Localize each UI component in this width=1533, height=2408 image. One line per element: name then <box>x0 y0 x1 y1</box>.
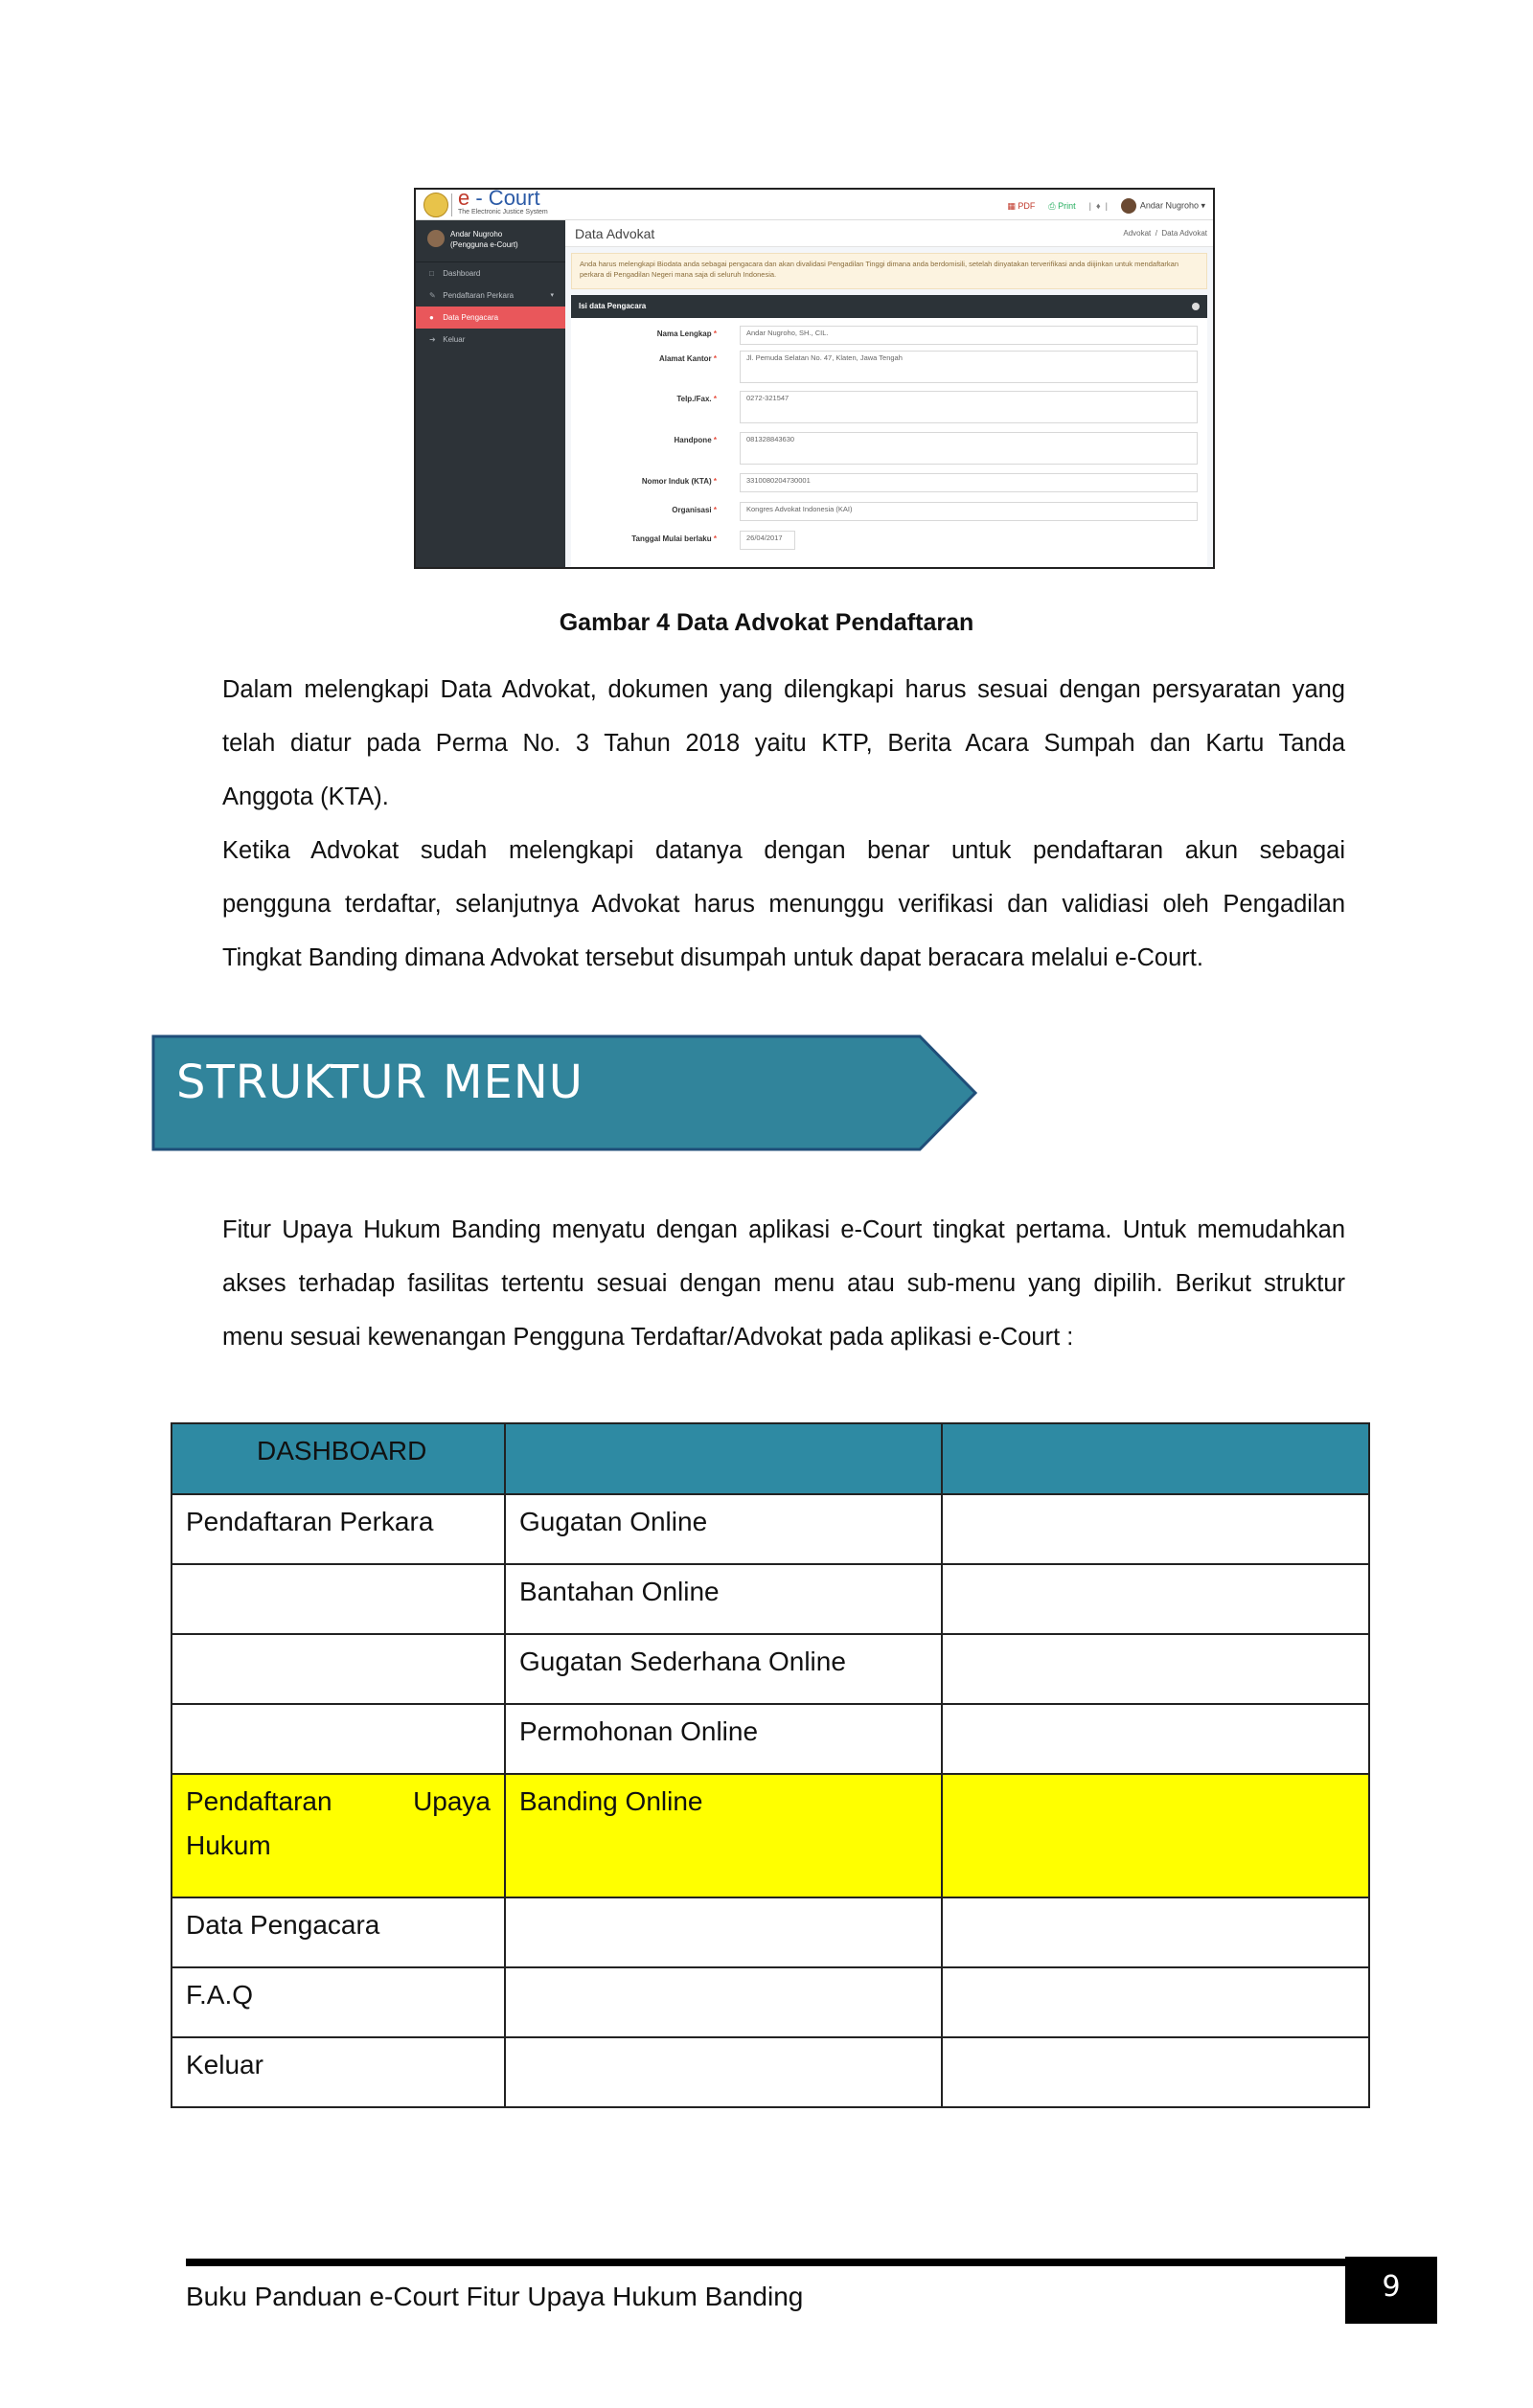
table-cell: Gugatan Online <box>505 1494 942 1564</box>
edit-icon: ✎ <box>429 291 436 300</box>
collapse-icon[interactable] <box>1192 303 1200 310</box>
top-links <box>1007 198 1205 214</box>
table-cell <box>505 1967 942 2037</box>
table-row <box>172 1704 1369 1774</box>
brand-separator <box>451 193 452 216</box>
pdf-label: PDF <box>1018 200 1036 211</box>
cell-word: Pendaftaran <box>186 1786 332 1816</box>
field-label-text: Nomor Induk (KTA) <box>641 477 712 486</box>
sidebar <box>416 220 565 567</box>
table-row <box>172 2037 1369 2107</box>
sidebar-item-dashboard[interactable] <box>416 262 565 284</box>
content-header <box>565 220 1213 247</box>
table-cell: Permohonan Online <box>505 1704 942 1774</box>
table-cell <box>942 2037 1369 2107</box>
bell-icon[interactable]: | ♦ | <box>1088 201 1108 211</box>
nama-lengkap-field[interactable]: Andar Nugroho, SH., CIL. <box>740 326 1198 345</box>
table-cell <box>942 1564 1369 1634</box>
sidebar-item-label: Pendaftaran Perkara <box>443 291 515 300</box>
tanggal-mulai-field[interactable]: 26/04/2017 <box>740 531 795 550</box>
table-cell <box>942 1897 1369 1967</box>
nomor-induk-field[interactable]: 3310080204730001 <box>740 473 1198 492</box>
header-text: DASHBOARD <box>257 1436 427 1465</box>
telp-fax-field[interactable]: 0272-321547 <box>740 391 1198 423</box>
cell-word: Hukum <box>186 1830 271 1860</box>
page-title: Data Advokat <box>575 226 655 241</box>
table-cell <box>942 1967 1369 2037</box>
info-alert: Anda harus melengkapi Biodata anda sebagai pengacara dan akan divalidasi Pengadilan Tinggi dimana anda berdomisili, setelah dinyatakan terverifikasi anda diijinkan untuk mendaftarkan perkara di Pengadilan Negeri mana saja di seluruh Indonesia. <box>571 253 1207 289</box>
breadcrumb: Advokat / Data Advokat <box>1123 229 1207 238</box>
court-logo-icon <box>423 193 448 217</box>
paragraph-line: akses terhadap fasilitas tertentu sesuai dengan menu atau sub-menu yang dipilih. Berikut struktur <box>222 1270 1345 1297</box>
sidebar-user <box>416 220 565 262</box>
table-header-row <box>172 1423 1369 1494</box>
footer-rule <box>186 2259 1390 2266</box>
table-row <box>172 1967 1369 2037</box>
field-label-text: Tanggal Mulai berlaku <box>631 534 712 543</box>
sidebar-item-label: Dashboard <box>443 269 481 278</box>
table-row <box>172 1897 1369 1967</box>
table-cell <box>942 1494 1369 1564</box>
main-content <box>565 220 1213 567</box>
paragraph-struktur <box>222 1203 1345 1364</box>
table-cell <box>942 1704 1369 1774</box>
table-row <box>172 1564 1369 1634</box>
app-topbar <box>416 190 1213 220</box>
justified-line <box>186 1786 491 1817</box>
table-cell <box>505 2037 942 2107</box>
sidebar-item-pendaftaran[interactable] <box>416 284 565 307</box>
table-header-cell <box>172 1423 505 1494</box>
table-cell: Bantahan Online <box>505 1564 942 1634</box>
breadcrumb-item[interactable]: Advokat <box>1123 229 1152 238</box>
field-label: Handpone * <box>674 436 717 444</box>
table-cell: F.A.Q <box>172 1967 505 2037</box>
field-label-text: Organisasi <box>672 506 712 514</box>
field-label: Telp./Fax. * <box>676 395 717 403</box>
field-label-text: Telp./Fax. <box>676 395 712 403</box>
sidebar-user-name: Andar Nugroho <box>450 230 503 239</box>
avatar <box>427 230 445 247</box>
print-label: Print <box>1058 200 1076 211</box>
figure-caption: Gambar 4 Data Advokat Pendaftaran <box>559 609 974 636</box>
cell-word: Upaya <box>413 1786 491 1816</box>
panel-header <box>571 295 1207 318</box>
panel-title: Isi data Pengacara <box>579 302 647 310</box>
sidebar-item-data-pengacara[interactable] <box>416 307 565 329</box>
table-cell <box>172 1704 505 1774</box>
table-cell: Banding Online <box>505 1774 942 1897</box>
table-cell <box>172 1774 505 1897</box>
form-panel <box>571 295 1207 569</box>
brand-rest: - Court <box>469 188 540 210</box>
pdf-button[interactable]: ▦ PDF <box>1007 200 1036 211</box>
table-header-cell <box>942 1423 1369 1494</box>
section-header <box>151 1034 979 1151</box>
paragraph-line: pengguna terdaftar, selanjutnya Advokat harus menunggu verifikasi dan validiasi oleh Pengadilan <box>222 891 1345 918</box>
chevron-down-icon: ▾ <box>550 292 554 299</box>
sidebar-user-info <box>450 229 518 250</box>
ecourt-screenshot <box>414 188 1215 569</box>
sidebar-item-label: Data Pengacara <box>443 313 499 322</box>
user-menu[interactable]: Andar Nugroho ▾ <box>1121 198 1205 214</box>
field-label-text: Nama Lengkap <box>656 329 712 338</box>
table-cell <box>942 1774 1369 1897</box>
footer-text: Buku Panduan e-Court Fitur Upaya Hukum Banding <box>186 2282 804 2311</box>
organisasi-field[interactable]: Kongres Advokat Indonesia (KAI) <box>740 502 1198 521</box>
table-cell: Keluar <box>172 2037 505 2107</box>
paragraph-line: Anggota (KTA). <box>222 784 389 810</box>
paragraph-line: menu sesuai kewenangan Pengguna Terdaftar/Advokat pada aplikasi e-Court : <box>222 1324 1074 1351</box>
field-label: Tanggal Mulai berlaku * <box>631 534 717 543</box>
section-title: STRUKTUR MENU <box>176 1056 583 1109</box>
brand-title <box>458 188 540 211</box>
page-number: 9 <box>1345 2257 1437 2324</box>
sidebar-user-role: (Pengguna e-Court) <box>450 240 518 249</box>
user-icon: ● <box>429 313 434 322</box>
table-cell <box>172 1634 505 1704</box>
table-row <box>172 1634 1369 1704</box>
table-cell <box>942 1634 1369 1704</box>
field-label: Organisasi * <box>672 506 717 514</box>
paragraph-advokat <box>222 663 1345 985</box>
paragraph-line: Dalam melengkapi Data Advokat, dokumen yang dilengkapi harus sesuai dengan persyaratan yang <box>222 676 1345 703</box>
alamat-kantor-field[interactable]: Jl. Pemuda Selatan No. 47, Klaten, Jawa Tengah <box>740 351 1198 383</box>
paragraph-line: telah diatur pada Perma No. 3 Tahun 2018 yaitu KTP, Berita Acara Sumpah dan Kartu Tanda <box>222 730 1345 757</box>
user-name: Andar Nugroho <box>1139 200 1199 211</box>
brand-subtitle: The Electronic Justice System <box>458 209 548 216</box>
paragraph-line: Tingkat Banding dimana Advokat tersebut disumpah untuk dapat beracara melalui e-Court. <box>222 944 1203 971</box>
table-cell: Pendaftaran Perkara <box>172 1494 505 1564</box>
field-label-text: Handpone <box>674 436 712 444</box>
paragraph-line: Fitur Upaya Hukum Banding menyatu dengan aplikasi e-Court tingkat pertama. Untuk memudahkan <box>222 1216 1345 1243</box>
print-button[interactable]: ⎙ Print <box>1048 200 1076 211</box>
table-header-cell <box>505 1423 942 1494</box>
table-cell: Data Pengacara <box>172 1897 505 1967</box>
table-cell <box>505 1897 942 1967</box>
brand-prefix: e <box>458 188 470 210</box>
field-label: Alamat Kantor * <box>658 354 717 363</box>
monitor-icon: □ <box>429 269 434 278</box>
field-label: Nomor Induk (KTA) * <box>641 477 717 486</box>
handpone-field[interactable]: 081328843630 <box>740 432 1198 465</box>
paragraph-line: Ketika Advokat sudah melengkapi datanya dengan benar untuk pendaftaran akun sebagai <box>222 837 1345 864</box>
field-label-text: Alamat Kantor <box>658 354 712 363</box>
table-cell <box>172 1564 505 1634</box>
table-cell: Gugatan Sederhana Online <box>505 1634 942 1704</box>
table-row <box>172 1494 1369 1564</box>
avatar <box>1121 198 1136 214</box>
field-label: Nama Lengkap * <box>656 329 717 338</box>
logout-icon: ➜ <box>429 335 436 344</box>
sidebar-item-keluar[interactable] <box>416 329 565 351</box>
menu-structure-table <box>171 1422 1370 2108</box>
sidebar-item-label: Keluar <box>443 335 466 344</box>
breadcrumb-item: Data Advokat <box>1161 229 1207 238</box>
table-row-highlighted <box>172 1774 1369 1897</box>
